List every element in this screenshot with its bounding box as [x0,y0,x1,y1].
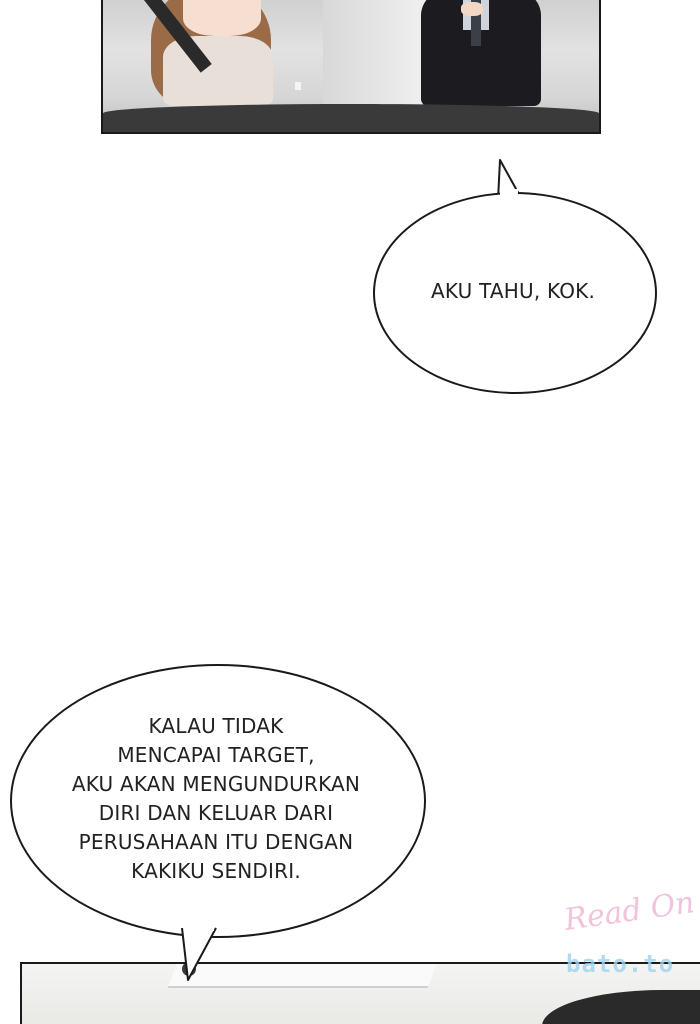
watermark [560,885,700,990]
interior-light [295,82,301,90]
speech-bubble-2-text-block [10,712,422,886]
speech-bubble-2-line: MENCAPAI TARGET, [117,743,315,767]
girl-face [183,0,261,36]
speech-bubble-2-line: KAKIKU SENDIRI. [131,859,301,883]
man-hand [461,2,483,16]
speech-bubble-2-line: DIRI DAN KELUAR DARI [98,801,334,825]
speech-bubble-2-line: KALAU TIDAK [148,714,284,738]
watermark-site: bato.to [566,950,675,978]
speech-bubble-2-line: AKU AKAN MENGUNDURKAN [71,772,361,796]
speech-bubble-2-tail [176,924,226,984]
speech-bubble-2-line: PERUSAHAAN ITU DENGAN [78,830,354,854]
panel-dark-figure [542,990,700,1024]
speech-bubble-1-tail-cover [496,189,526,199]
watermark-read-on: Read On [562,885,697,938]
speech-bubble-1-text: AKU TAHU, KOK. [430,279,596,303]
car-dashboard [103,104,599,132]
top-comic-panel [101,0,601,134]
